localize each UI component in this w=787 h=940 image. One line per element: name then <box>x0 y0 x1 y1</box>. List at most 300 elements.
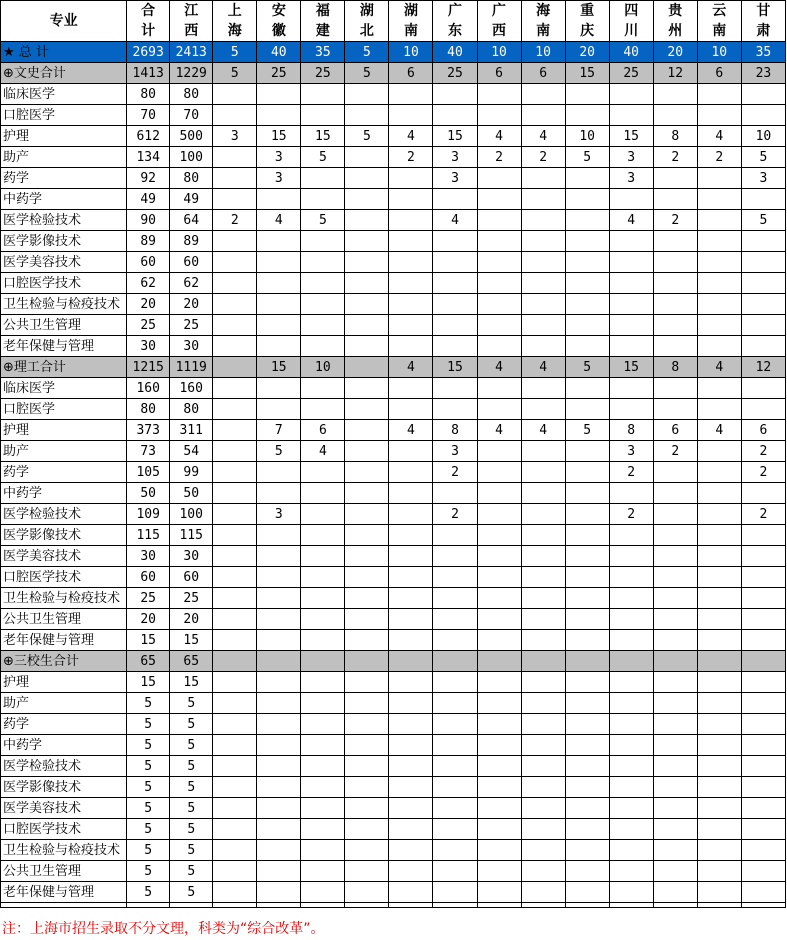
table-cell: 15 <box>301 126 345 147</box>
table-cell: 99 <box>170 462 213 483</box>
table-cell <box>257 315 301 336</box>
header-char: 海 <box>227 23 242 39</box>
table-cell: 20 <box>127 609 170 630</box>
table-cell: 54 <box>170 441 213 462</box>
table-cell <box>565 378 609 399</box>
table-cell <box>301 735 345 756</box>
row-major-name: 助产 <box>1 147 127 168</box>
table-cell <box>213 84 257 105</box>
table-cell <box>653 273 697 294</box>
table-cell <box>609 525 653 546</box>
table-cell <box>301 861 345 882</box>
table-cell <box>389 168 433 189</box>
table-cell <box>433 525 477 546</box>
table-cell <box>257 231 301 252</box>
header-char: 州 <box>668 23 683 39</box>
row-major-name: 卫生检验与检疫技术 <box>1 840 127 861</box>
table-cell <box>741 861 785 882</box>
table-cell <box>257 672 301 693</box>
table-cell <box>345 840 389 861</box>
table-cell <box>433 315 477 336</box>
table-cell: 4 <box>433 210 477 231</box>
table-cell: 10 <box>741 126 785 147</box>
table-cell: 15 <box>257 357 301 378</box>
table-cell <box>697 168 741 189</box>
blank-cell <box>1 903 127 908</box>
table-row <box>1 378 786 399</box>
table-cell: 60 <box>170 252 213 273</box>
header-char: 江 <box>184 3 199 19</box>
table-cell <box>609 882 653 903</box>
table-cell: 4 <box>477 126 521 147</box>
table-row <box>1 147 786 168</box>
table-cell <box>213 651 257 672</box>
table-cell <box>257 399 301 420</box>
header-col <box>345 1 389 42</box>
table-cell <box>697 567 741 588</box>
table-cell <box>521 861 565 882</box>
row-major-name: 口腔医学技术 <box>1 273 127 294</box>
table-cell: 49 <box>127 189 170 210</box>
header-char: 徽 <box>271 23 286 39</box>
table-cell <box>257 84 301 105</box>
table-row <box>1 399 786 420</box>
table-cell <box>565 735 609 756</box>
table-cell <box>697 525 741 546</box>
table-cell <box>389 84 433 105</box>
table-cell <box>433 819 477 840</box>
table-cell <box>609 861 653 882</box>
table-cell <box>345 693 389 714</box>
table-cell: 3 <box>609 168 653 189</box>
table-row <box>1 609 786 630</box>
table-cell <box>565 210 609 231</box>
table-cell <box>477 504 521 525</box>
table-cell <box>653 336 697 357</box>
table-cell: 5 <box>213 63 257 84</box>
table-cell <box>345 546 389 567</box>
header-col <box>697 1 741 42</box>
table-cell <box>521 168 565 189</box>
table-cell: 4 <box>301 441 345 462</box>
table-cell <box>609 378 653 399</box>
table-cell <box>345 567 389 588</box>
table-cell <box>301 588 345 609</box>
table-cell: 612 <box>127 126 170 147</box>
table-cell: 10 <box>697 42 741 63</box>
table-cell <box>521 651 565 672</box>
table-cell <box>653 819 697 840</box>
table-cell <box>345 336 389 357</box>
table-cell: 100 <box>170 147 213 168</box>
table-cell: 5 <box>127 882 170 903</box>
table-cell: 3 <box>433 168 477 189</box>
table-cell <box>213 546 257 567</box>
table-cell <box>653 693 697 714</box>
blank-cell <box>127 903 170 908</box>
table-cell <box>345 819 389 840</box>
table-cell <box>609 231 653 252</box>
table-cell: 8 <box>609 420 653 441</box>
table-cell: 2 <box>653 210 697 231</box>
table-cell <box>521 546 565 567</box>
table-cell <box>741 756 785 777</box>
header-col <box>433 1 477 42</box>
table-cell <box>697 672 741 693</box>
table-cell <box>213 630 257 651</box>
table-cell: 160 <box>127 378 170 399</box>
table-cell: 15 <box>170 630 213 651</box>
table-cell <box>213 168 257 189</box>
table-cell: 6 <box>389 63 433 84</box>
row-major-name: 卫生检验与检疫技术 <box>1 294 127 315</box>
table-cell <box>213 714 257 735</box>
table-cell <box>521 210 565 231</box>
table-cell <box>697 252 741 273</box>
row-major-name: 公共卫生管理 <box>1 315 127 336</box>
table-row <box>1 189 786 210</box>
table-cell <box>433 882 477 903</box>
total-row <box>1 42 786 63</box>
table-cell <box>521 441 565 462</box>
table-cell <box>389 273 433 294</box>
table-cell: 2 <box>433 462 477 483</box>
table-cell <box>213 504 257 525</box>
row-major-name: 医学美容技术 <box>1 546 127 567</box>
table-cell <box>521 798 565 819</box>
table-cell <box>609 672 653 693</box>
table-cell <box>741 882 785 903</box>
table-cell <box>653 189 697 210</box>
subtotal-row <box>1 357 786 378</box>
table-cell <box>697 588 741 609</box>
table-cell: 109 <box>127 504 170 525</box>
table-cell <box>213 567 257 588</box>
table-cell: 115 <box>170 525 213 546</box>
table-cell <box>213 483 257 504</box>
table-cell <box>565 168 609 189</box>
table-cell <box>389 630 433 651</box>
table-cell: 60 <box>127 567 170 588</box>
table-cell: 2 <box>609 462 653 483</box>
header-char: 合 <box>141 3 156 19</box>
table-row <box>1 273 786 294</box>
header-char: 建 <box>315 23 330 39</box>
table-cell: 2 <box>741 462 785 483</box>
header-char: 南 <box>403 23 418 39</box>
table-cell <box>301 399 345 420</box>
table-cell <box>389 735 433 756</box>
table-cell: 65 <box>170 651 213 672</box>
table-cell: 15 <box>609 126 653 147</box>
table-cell: 15 <box>257 126 301 147</box>
table-cell <box>697 273 741 294</box>
table-cell <box>741 483 785 504</box>
table-cell <box>433 84 477 105</box>
table-cell: 6 <box>653 420 697 441</box>
table-cell <box>565 567 609 588</box>
header-col <box>653 1 697 42</box>
table-cell: 2413 <box>170 42 213 63</box>
table-cell <box>301 252 345 273</box>
table-cell <box>741 378 785 399</box>
table-cell <box>565 504 609 525</box>
blank-cell <box>170 903 213 908</box>
header-char: 庆 <box>580 23 595 39</box>
table-cell <box>697 714 741 735</box>
table-cell <box>477 168 521 189</box>
table-cell <box>257 294 301 315</box>
table-cell <box>697 231 741 252</box>
table-cell: 23 <box>741 63 785 84</box>
table-cell <box>653 588 697 609</box>
table-cell <box>609 693 653 714</box>
blank-cell <box>741 903 785 908</box>
table-cell <box>521 462 565 483</box>
row-major-name: 老年保健与管理 <box>1 882 127 903</box>
table-cell <box>741 273 785 294</box>
table-cell <box>565 756 609 777</box>
table-cell <box>301 777 345 798</box>
table-cell <box>433 105 477 126</box>
row-major-name: 医学影像技术 <box>1 231 127 252</box>
table-cell: 80 <box>170 399 213 420</box>
table-cell <box>345 777 389 798</box>
table-cell: 311 <box>170 420 213 441</box>
table-cell: 5 <box>345 63 389 84</box>
table-cell <box>653 546 697 567</box>
table-cell: 2 <box>521 147 565 168</box>
table-row <box>1 672 786 693</box>
table-cell: 20 <box>127 294 170 315</box>
table-cell: 49 <box>170 189 213 210</box>
table-cell <box>389 189 433 210</box>
table-cell: 20 <box>170 609 213 630</box>
table-cell <box>213 189 257 210</box>
table-cell <box>345 399 389 420</box>
row-major-name: 助产 <box>1 693 127 714</box>
table-cell <box>477 735 521 756</box>
table-cell <box>257 252 301 273</box>
header-char: 福 <box>315 3 330 19</box>
table-cell <box>653 861 697 882</box>
table-cell <box>521 399 565 420</box>
table-cell: 5 <box>127 735 170 756</box>
table-cell: 5 <box>127 840 170 861</box>
table-cell <box>257 861 301 882</box>
table-cell <box>213 378 257 399</box>
table-row <box>1 546 786 567</box>
table-cell <box>521 504 565 525</box>
table-cell <box>741 336 785 357</box>
table-cell <box>521 672 565 693</box>
table-cell <box>521 819 565 840</box>
table-cell: 5 <box>345 42 389 63</box>
table-cell <box>521 105 565 126</box>
table-cell <box>697 777 741 798</box>
table-cell <box>565 525 609 546</box>
table-cell: 40 <box>609 42 653 63</box>
table-cell <box>345 231 389 252</box>
table-cell: 4 <box>389 420 433 441</box>
table-cell: 2 <box>653 147 697 168</box>
row-major-name: ⊕文史合计 <box>1 63 127 84</box>
table-cell: 6 <box>697 63 741 84</box>
table-cell <box>345 609 389 630</box>
table-cell <box>345 84 389 105</box>
table-cell <box>477 252 521 273</box>
table-cell <box>477 756 521 777</box>
table-cell <box>697 105 741 126</box>
table-cell <box>345 210 389 231</box>
row-major-name: 临床医学 <box>1 84 127 105</box>
row-major-name: 护理 <box>1 420 127 441</box>
table-cell: 30 <box>170 546 213 567</box>
table-cell: 62 <box>127 273 170 294</box>
table-cell <box>565 882 609 903</box>
table-cell <box>345 672 389 693</box>
table-cell <box>697 735 741 756</box>
table-cell <box>697 315 741 336</box>
table-cell <box>565 252 609 273</box>
table-cell: 5 <box>127 777 170 798</box>
table-cell: 2 <box>697 147 741 168</box>
table-cell: 5 <box>301 210 345 231</box>
header-col <box>741 1 785 42</box>
table-cell: 12 <box>741 357 785 378</box>
table-cell <box>433 798 477 819</box>
row-major-name: 临床医学 <box>1 378 127 399</box>
table-cell <box>257 756 301 777</box>
table-cell: 10 <box>521 42 565 63</box>
table-cell <box>741 105 785 126</box>
table-cell <box>653 294 697 315</box>
table-cell <box>301 462 345 483</box>
table-cell <box>653 567 697 588</box>
table-cell: 4 <box>477 357 521 378</box>
table-cell: 15 <box>609 357 653 378</box>
table-cell <box>521 840 565 861</box>
table-cell <box>433 651 477 672</box>
table-cell: 40 <box>257 42 301 63</box>
table-row <box>1 714 786 735</box>
table-cell <box>301 378 345 399</box>
table-cell: 6 <box>301 420 345 441</box>
table-cell: 5 <box>565 147 609 168</box>
header-char: 广 <box>492 3 507 19</box>
table-cell <box>609 546 653 567</box>
table-cell <box>477 840 521 861</box>
table-cell <box>345 252 389 273</box>
row-major-name: 医学影像技术 <box>1 777 127 798</box>
table-cell <box>565 819 609 840</box>
table-row <box>1 336 786 357</box>
table-cell <box>433 483 477 504</box>
table-cell: 65 <box>127 651 170 672</box>
table-cell: 89 <box>127 231 170 252</box>
table-cell <box>213 357 257 378</box>
table-cell <box>433 756 477 777</box>
table-cell <box>477 189 521 210</box>
table-cell: 35 <box>301 42 345 63</box>
table-row <box>1 735 786 756</box>
table-cell <box>257 609 301 630</box>
row-major-name: 口腔医学技术 <box>1 819 127 840</box>
table-cell <box>653 168 697 189</box>
table-cell <box>609 399 653 420</box>
table-cell <box>741 546 785 567</box>
table-cell: 1119 <box>170 357 213 378</box>
table-cell <box>521 756 565 777</box>
header-char: 海 <box>536 3 551 19</box>
table-cell <box>609 105 653 126</box>
footnote: 注：上海市招生录取不分文理，科类为“综合改革”。 <box>2 921 325 937</box>
table-cell <box>213 588 257 609</box>
table-cell: 12 <box>653 63 697 84</box>
table-cell <box>257 273 301 294</box>
table-cell: 50 <box>127 483 170 504</box>
table-cell <box>521 735 565 756</box>
table-cell <box>741 525 785 546</box>
table-cell <box>697 798 741 819</box>
table-cell <box>213 609 257 630</box>
table-row <box>1 210 786 231</box>
table-cell: 5 <box>565 420 609 441</box>
table-cell <box>741 189 785 210</box>
table-cell <box>653 315 697 336</box>
table-cell <box>521 609 565 630</box>
table-cell <box>609 273 653 294</box>
table-cell <box>257 546 301 567</box>
table-cell <box>433 189 477 210</box>
table-cell <box>565 798 609 819</box>
table-cell <box>477 294 521 315</box>
header-char: 四 <box>624 3 639 19</box>
table-cell <box>477 399 521 420</box>
table-cell: 60 <box>127 252 170 273</box>
table-cell <box>433 861 477 882</box>
table-cell <box>389 798 433 819</box>
table-cell <box>257 777 301 798</box>
table-cell <box>257 651 301 672</box>
header-char: 西 <box>492 23 507 39</box>
table-cell <box>741 609 785 630</box>
table-cell <box>301 609 345 630</box>
table-cell <box>389 546 433 567</box>
row-major-name: 医学检验技术 <box>1 210 127 231</box>
table-cell <box>301 189 345 210</box>
table-cell <box>301 168 345 189</box>
table-cell <box>477 567 521 588</box>
table-cell <box>389 672 433 693</box>
table-cell: 2 <box>213 210 257 231</box>
table-cell: 50 <box>170 483 213 504</box>
table-cell <box>653 84 697 105</box>
table-cell <box>521 882 565 903</box>
table-cell <box>213 399 257 420</box>
table-cell <box>345 357 389 378</box>
table-cell <box>345 714 389 735</box>
table-cell: 4 <box>389 126 433 147</box>
table-cell <box>389 525 433 546</box>
header-major: 专业 <box>1 1 127 42</box>
table-cell <box>389 588 433 609</box>
table-cell: 64 <box>170 210 213 231</box>
table-cell: 5 <box>170 798 213 819</box>
table-cell: 2 <box>741 504 785 525</box>
header-char: 肃 <box>756 23 771 39</box>
table-cell: 4 <box>697 420 741 441</box>
